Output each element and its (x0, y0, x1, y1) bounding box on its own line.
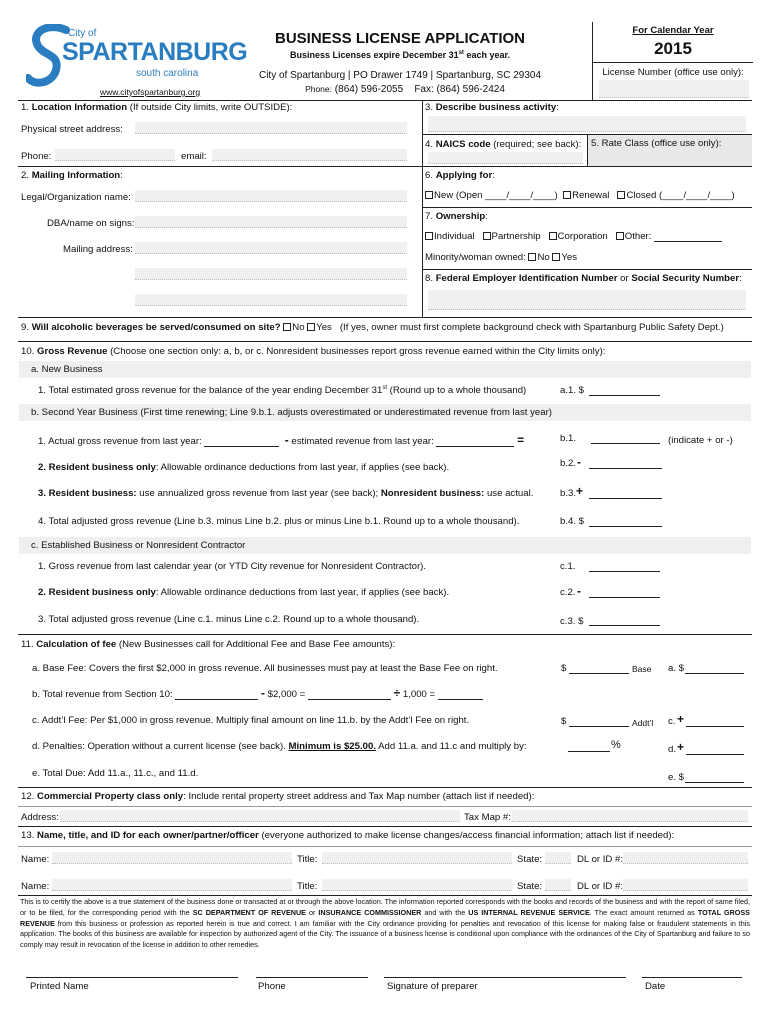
owner-1-state-field[interactable] (545, 852, 571, 864)
mailing-address-label: Mailing address: (63, 244, 133, 255)
cert-p1: This is to certify the above is a true statement of the business done or transacted at or through the above location. The information reported corresponds with the books and records of the business and with the report of same filed, or to be filed, for the corresponding period with the (20, 897, 750, 917)
corporation-label: Corporation (557, 231, 608, 242)
section-8-heading (425, 273, 742, 284)
printed-name-line[interactable] (26, 977, 238, 978)
second-year-row (19, 404, 751, 421)
s13-title: Name, title, and ID for each owner/partner/officer (37, 830, 259, 841)
s11-num: 11. (21, 639, 34, 650)
cert-b4: TOTAL GROSS REVENUE (20, 907, 750, 928)
fee-d-field[interactable] (686, 745, 744, 755)
line-b2 (38, 462, 449, 473)
s10-num: 10. (21, 346, 35, 357)
partnership-checkbox[interactable] (483, 232, 491, 240)
fee-b-subtotal-field[interactable] (308, 690, 391, 700)
b4-field[interactable] (589, 517, 662, 527)
license-number-field[interactable] (599, 80, 749, 98)
section-9 (21, 322, 724, 333)
line-a1 (38, 385, 526, 396)
logo-state: south carolina (136, 68, 199, 79)
established-row (19, 537, 751, 554)
b2-minus: - (577, 455, 581, 469)
b2-bold: 2. Resident business only (38, 462, 156, 473)
c1-code: c.1. (560, 561, 576, 572)
logo-city-of: City of (68, 28, 97, 39)
s8-ssn: Social Security Number (631, 273, 740, 284)
s13-num: 13. (21, 830, 35, 841)
new-business-heading: a. New Business (31, 364, 103, 375)
alcohol-no-checkbox[interactable] (283, 323, 291, 331)
owner-2-dl-field[interactable] (623, 879, 748, 891)
b1-text: 1. Actual gross revenue from last year: (38, 436, 202, 447)
c2-text: : Allowable ordinance deductions from last year, if applies (see back). (155, 587, 450, 598)
cert-b3: US INTERNAL REVENUE SERVICE (468, 907, 590, 917)
street-address-label: Physical street address: (21, 124, 123, 135)
location-phone-field[interactable] (55, 149, 175, 161)
fee-b-result-field[interactable] (438, 690, 483, 700)
individual-checkbox[interactable] (425, 232, 433, 240)
s12-note: : Include rental property street address and Tax Map number (attach list if needed): (183, 791, 535, 802)
s10-title: Gross Revenue (37, 346, 108, 357)
c2-field[interactable] (589, 588, 660, 598)
s4-num: 4. (425, 139, 434, 150)
form-title: BUSINESS LICENSE APPLICATION (274, 30, 526, 47)
fee-e: e. Total Due: Add 11.a., 11.c., and 11.d. (32, 768, 199, 779)
section-12-heading (21, 791, 534, 802)
owner-2-name-label: Name: (21, 881, 50, 892)
fee-d-text2: Add 11.a. and 11.c and multiply by: (375, 741, 527, 752)
s4-title: NAICS code (435, 139, 491, 150)
corporation-checkbox[interactable] (549, 232, 557, 240)
fee-b-revenue-field[interactable] (175, 690, 258, 700)
b3-bold2: Nonresident business: (380, 488, 485, 499)
a1-field[interactable] (589, 386, 660, 396)
fee-e-code: e. $ (668, 772, 685, 783)
form-subtitle (250, 50, 550, 60)
b1-equals: = (517, 433, 525, 447)
s8-fein: Federal Employer Identification Number (435, 273, 618, 284)
minority-no-checkbox[interactable] (528, 253, 536, 261)
fee-d-code: d. (668, 744, 677, 755)
s7-colon: : (485, 211, 488, 222)
individual-label: Individual (434, 231, 475, 242)
cert-b1: SC DEPARTMENT OF REVENUE (192, 907, 306, 917)
line-c1: 1. Gross revenue from last calendar year (or YTD City revenue for Nonresident Contractor). (38, 561, 426, 572)
owner-1-title-field[interactable] (322, 852, 512, 864)
phone-sign-label: Phone (258, 981, 286, 992)
line-c3: 3. Total adjusted gross revenue (Line c.1. minus Line c.2. Round up to a whole thousand). (38, 614, 420, 625)
minority-no-label: No (537, 252, 550, 263)
section-2-heading (21, 170, 123, 181)
section-10-heading (21, 346, 605, 357)
a1-text: 1. Total estimated gross revenue for the balance of the year ending December 31 (38, 385, 383, 397)
tax-map-label: Tax Map #: (464, 812, 511, 823)
alcohol-no-label: No (292, 322, 305, 333)
s11-title: Calculation of fee (36, 639, 117, 650)
section-4-heading (425, 139, 581, 150)
b2-code: b.2. (560, 458, 577, 469)
line-b3 (38, 488, 533, 499)
fee-d-plus: + (677, 740, 685, 754)
other-checkbox[interactable] (616, 232, 624, 240)
established-heading: c. Established Business or Nonresident Contractor (31, 540, 246, 551)
c2-minus: - (577, 584, 581, 598)
minority-label: Minority/woman owned: (425, 252, 526, 263)
c2-code: c.2. (560, 587, 576, 598)
city-address: City of Spartanburg | PO Drawer 1749 | Spartanburg, SC 29304 (258, 70, 542, 81)
city-fax: (864) 596-2424 (436, 84, 505, 95)
calendar-year-label: For Calendar Year (632, 25, 714, 36)
s8-colon: : (739, 273, 742, 284)
owner-2-title-label: Title: (297, 881, 318, 892)
fee-b-1000: 1,000 = (402, 689, 436, 700)
owner-1-dl-field[interactable] (623, 852, 748, 864)
s13-note: (everyone authorized to make license changes/access financial information; attach list if needed): (258, 830, 675, 841)
s12-num: 12. (21, 791, 35, 802)
fax-label: Fax: (414, 84, 434, 95)
b1-estimated-field[interactable] (436, 437, 514, 447)
fee-d (32, 741, 527, 752)
subtitle-post: each year. (463, 50, 510, 60)
fee-b-2000: $2,000 = (267, 689, 306, 700)
owner-1-state-label: State: (517, 854, 543, 865)
fee-b-minus: - (260, 686, 265, 700)
subtitle-text: Business Licenses expire December 31 (290, 50, 459, 60)
ein-ssn-field[interactable] (428, 290, 746, 310)
phone-line[interactable] (256, 977, 368, 978)
b1-actual-field[interactable] (204, 437, 279, 447)
partnership-label: Partnership (491, 231, 541, 242)
b3-plus: + (576, 484, 584, 498)
b1-text2: estimated revenue from last year: (291, 436, 434, 447)
s9-note: (If yes, owner must first complete background check with Spartanburg Public Safety Dept.) (339, 322, 724, 333)
alcohol-yes-checkbox[interactable] (307, 323, 315, 331)
c1-field[interactable] (589, 562, 660, 572)
license-number-label: License Number (office use only): (602, 67, 744, 78)
applying-options (425, 190, 735, 201)
cert-p5: from this business or profession as reported herein is true and correct. I am familiar with the City ordinance providing for penalties and revocation of this license for making false or fraudulent statements in this application. The books of this business are available for inspection by authorized agent of the City. The issuance of a business license is conditional upon compliance with the ordinances of the City of Spartanburg and failure to so comply may result in revocation of the license in addition to other remedies. (20, 918, 750, 950)
website-link[interactable]: www.cityofspartanburg.org (100, 87, 201, 97)
logo (26, 24, 248, 94)
ownership-options (425, 231, 722, 242)
subtitle-sup: st (458, 50, 464, 56)
business-activity-field[interactable] (428, 116, 746, 132)
penalty-percent-field[interactable] (568, 742, 610, 752)
owner-2-state-field[interactable] (545, 879, 571, 891)
new-checkbox[interactable] (425, 191, 433, 199)
cert-b2: INSURANCE COMMISSIONER (318, 907, 422, 917)
a1-code: a.1. $ (560, 385, 585, 396)
fee-b-divide: ÷ (393, 686, 401, 700)
s7-title: Ownership (435, 211, 486, 222)
base-fee-rate-field[interactable] (569, 664, 629, 674)
s6-title: Applying for (435, 170, 493, 181)
b3-code: b.3. (560, 488, 577, 499)
s7-num: 7. (425, 211, 434, 222)
new-business-row (19, 361, 751, 378)
s1-title: Location Information (31, 102, 128, 113)
logo-name: SPARTANBURG (62, 38, 248, 66)
fee-a-field[interactable] (685, 664, 744, 674)
phone-label: Phone: (305, 84, 333, 94)
owner-1-name-label: Name: (21, 854, 50, 865)
other-label: Other: (624, 231, 652, 242)
b4-code: b.4. $ (560, 516, 585, 527)
signature-line[interactable] (384, 977, 626, 978)
s3-colon: : (556, 102, 559, 113)
s4-note: (required; see back): (490, 139, 582, 150)
calendar-year-box (592, 22, 752, 100)
closed-checkbox[interactable] (617, 191, 625, 199)
fee-a: a. Base Fee: Covers the first $2,000 in gross revenue. All businesses must pay at least the Base Fee on right. (32, 663, 498, 674)
dba-field[interactable] (135, 216, 407, 228)
location-phone-label: Phone: (21, 151, 52, 162)
signature-label: Signature of preparer (387, 981, 478, 992)
property-address-label: Address: (21, 812, 59, 823)
section-1-heading (21, 102, 292, 113)
mailing-address-field-1[interactable] (135, 242, 407, 254)
printed-name-label: Printed Name (30, 981, 89, 992)
tax-map-field[interactable] (512, 810, 748, 822)
owner-2-dl-label: DL or ID #: (577, 881, 624, 892)
s1-num: 1. (21, 102, 30, 113)
dba-label: DBA/name on signs: (47, 218, 135, 229)
s9-num: 9. (21, 322, 30, 333)
rate-class-box (587, 135, 752, 166)
b3-field[interactable] (589, 489, 662, 499)
b3-bold: 3. Resident business: (38, 488, 137, 499)
section-6-heading (425, 170, 495, 181)
calendar-year: 2015 (654, 39, 692, 58)
fee-c: c. Addt’l Fee: Per $1,000 in gross revenue. Multiply final amount on line 11.b. by the Addt’l Fee on right. (32, 715, 470, 726)
owner-2-name-field[interactable] (52, 879, 292, 891)
cert-p2: or (305, 907, 319, 917)
closed-label: Closed (____/____/____) (626, 190, 735, 201)
alcohol-yes-label: Yes (316, 322, 332, 333)
s6-num: 6. (425, 170, 434, 181)
fee-b-text: b. Total revenue from Section 10: (32, 689, 173, 700)
b3-text2: use actual. (484, 488, 534, 499)
total-due-field[interactable] (685, 773, 744, 783)
fee-c-plus: + (677, 712, 685, 726)
s2-num: 2. (21, 170, 30, 181)
cert-p4: . The exact amount returned as (589, 907, 698, 917)
b3-text: use annualized gross revenue from last year (see back); (136, 488, 381, 499)
s1-note: (If outside City limits, write OUTSIDE): (127, 102, 293, 113)
owner-1-name-field[interactable] (52, 852, 292, 864)
legal-name-label: Legal/Organization name: (21, 192, 131, 203)
minority-row (425, 252, 577, 263)
c3-code: c.3. $ (560, 616, 584, 627)
contact-line (260, 84, 550, 95)
b1-note: (indicate + or -) (668, 435, 733, 446)
fee-a-code: a. $ (668, 663, 685, 674)
fee-b (32, 686, 483, 700)
owner-1-title-label: Title: (297, 854, 318, 865)
minority-yes-label: Yes (561, 252, 578, 263)
fee-d-text: d. Penalties: Operation without a current license (see back). (32, 741, 286, 752)
mailing-address-field-2[interactable] (135, 268, 407, 280)
other-field[interactable] (654, 232, 722, 242)
section-13-heading (21, 830, 674, 841)
second-year-heading: b. Second Year Business (First time renewing; Line 9.b.1. adjusts overestimated or underestimated revenue from last year) (31, 407, 552, 418)
fee-c-field[interactable] (686, 717, 744, 727)
s6-colon: : (492, 170, 495, 181)
legal-name-field[interactable] (135, 190, 407, 202)
owner-2-state-label: State: (517, 881, 543, 892)
email-field[interactable] (212, 149, 407, 161)
b1-minus: - (284, 433, 289, 447)
email-label: email: (181, 151, 207, 162)
s11-note: (New Businesses call for Additional Fee and Base Fee amounts): (116, 639, 396, 650)
s9-title: Will alcoholic beverages be served/consumed on site? (31, 322, 281, 333)
s8-num: 8. (425, 273, 434, 284)
s8-or: or (617, 273, 632, 284)
owner-1-dl-label: DL or ID #: (577, 854, 624, 865)
mailing-address-field-3[interactable] (135, 294, 407, 306)
section-3-heading (425, 102, 559, 113)
line-b1 (38, 433, 524, 447)
cert-p3: and with the (421, 907, 469, 917)
s3-title: Describe business activity (435, 102, 557, 113)
b2-field[interactable] (589, 459, 662, 469)
new-label: New (Open ____/____/____) (434, 190, 558, 201)
s10-note: (Choose one section only: a, b, or c. Nonresident businesses report gross revenue earned within the City limits only): (107, 346, 606, 357)
a1-sup: st (382, 385, 388, 391)
a1-text-post: (Round up to a whole thousand) (387, 385, 527, 397)
date-line[interactable] (642, 977, 742, 978)
c3-field[interactable] (589, 616, 660, 626)
b2-text: : Allowable ordinance deductions from last year, if applies (see back). (155, 462, 450, 473)
line-b4: 4. Total adjusted gross revenue (Line b.3. minus Line b.2. plus or minus Line b.1. Round up to a whole thousand). (38, 516, 520, 527)
date-label: Date (645, 981, 666, 992)
naics-code-field[interactable] (428, 152, 583, 164)
b1-field[interactable] (591, 434, 660, 444)
section-11-heading (21, 639, 395, 650)
s2-title: Mailing Information (31, 170, 121, 181)
street-address-field[interactable] (135, 122, 407, 134)
s3-num: 3. (425, 102, 434, 113)
owner-2-title-field[interactable] (322, 879, 512, 891)
renewal-checkbox[interactable] (563, 191, 571, 199)
fee-c-code: c. (668, 716, 676, 727)
s12-title: Commercial Property class only (37, 791, 184, 802)
fee-a-dollar: $ (561, 663, 567, 674)
line-c2 (38, 587, 449, 598)
c2-bold: 2. Resident business only (38, 587, 156, 598)
property-address-field[interactable] (60, 810, 460, 822)
addtl-fee-rate-field[interactable] (569, 717, 629, 727)
fee-c-dollar: $ (561, 716, 567, 727)
certification-text (20, 897, 750, 951)
section-7-heading (425, 211, 488, 222)
fee-c-addtl: Addt’l (632, 718, 654, 728)
rate-class-label: 5. Rate Class (office use only): (591, 138, 722, 149)
city-phone: (864) 596-2055 (334, 84, 404, 95)
s2-colon: : (120, 170, 123, 181)
minority-yes-checkbox[interactable] (552, 253, 560, 261)
fee-a-base: Base (632, 664, 652, 674)
fee-d-pct: % (611, 739, 621, 751)
fee-d-minimum: Minimum is $25.00. (288, 741, 376, 752)
renewal-label: Renewal (572, 190, 610, 201)
b1-code: b.1. (560, 433, 577, 444)
